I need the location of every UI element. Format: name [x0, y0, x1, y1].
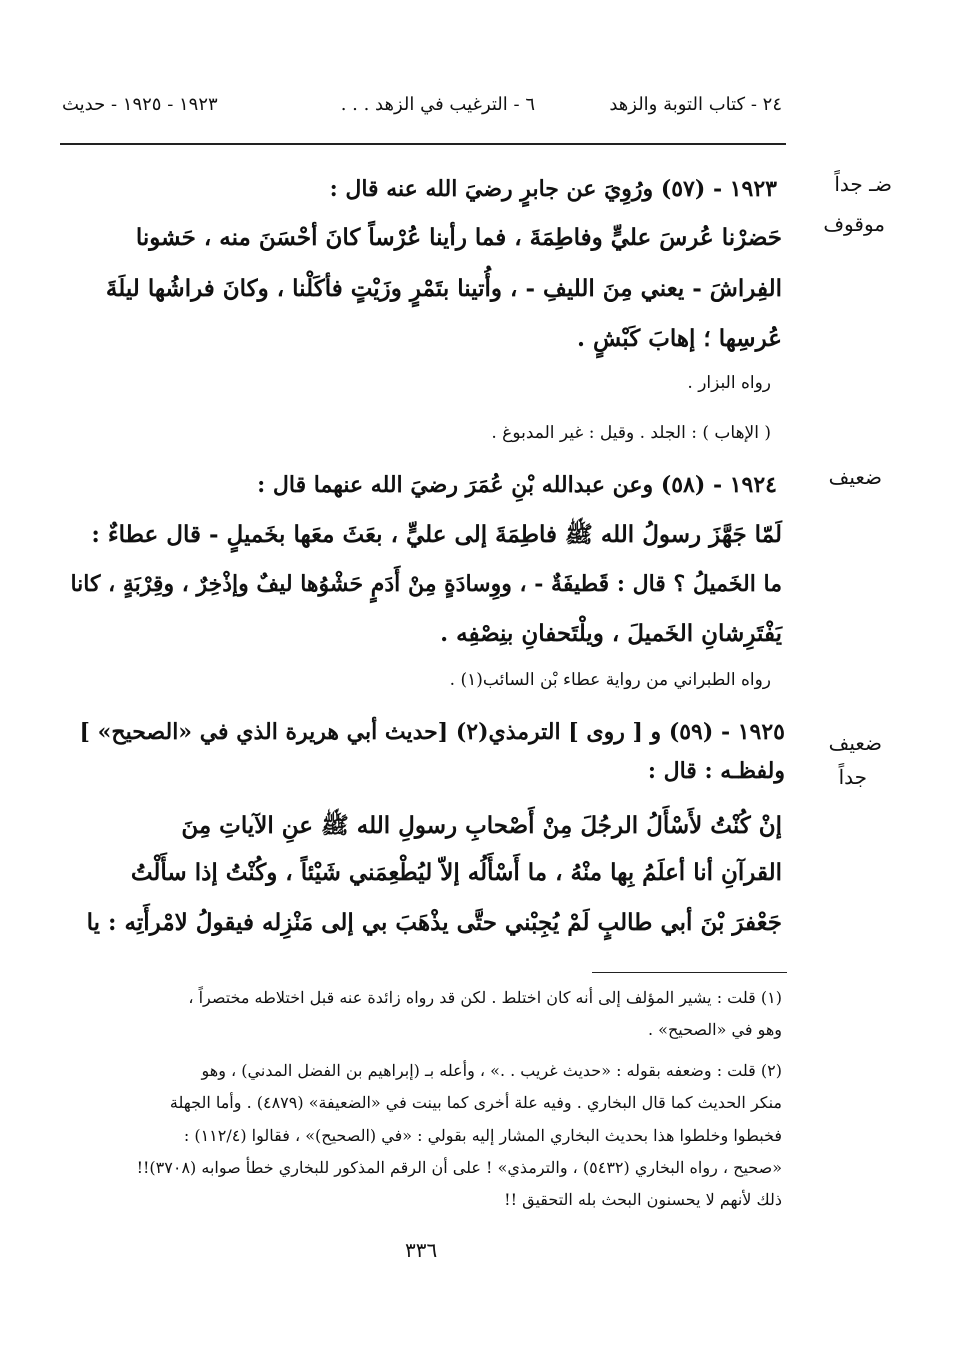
- grade-1923-line1: ضـ جداً: [834, 172, 892, 196]
- hadith-1925-text-line3: جَعْفرَ بْنَ أبي طالبٍ لَمْ يُجِبْني حتَّى يذْهَبَ بي إلى مَنْزِله فيقولُ لامْرأَتِه : يا: [86, 909, 782, 936]
- header-book-title: ٢٤ - كتاب التوبة والزهد: [609, 94, 782, 115]
- hadith-1925-text-line2: القرآنِ أنا أعلَمُ بِها منْهُ ، ما أَسْأَلُه إلاّ ليُطْعِمَني شَيْئاً ، وكُنْتُ إذا سأَلْتُ: [130, 859, 782, 886]
- footnote-separator: [592, 972, 787, 973]
- footnote-2-line1: (٢) قلت : وضعفه بقوله : «حديث غريب . .» ، وأعله بـ (إبراهيم بن الفضل المدني) ، وهو: [201, 1061, 782, 1080]
- hadith-1925-text-line1: إنْ كُنْتُ لأَسْأَلُ الرجُلَ مِنْ أَصْحابِ رسولِ الله ﷺ عنِ الآياتِ مِنَ: [181, 812, 782, 839]
- header-rule: [60, 143, 786, 145]
- hadith-1924-source: رواه الطبراني من رواية عطاء بْن السائب(١) .: [449, 670, 771, 690]
- footnote-2-line3: فخبطوا وخلطوا هذا بحديث البخاري المشار إليه بقولي : «في (الصحيح)» ، فقالوا (١١٢/٤) :: [183, 1126, 782, 1145]
- hadith-1923-gloss: ( الإهاب ) : الجلد . وقيل : غير المدبوغ .: [491, 423, 771, 443]
- hadith-1923-text-line2: الفِراشَ - يعني مِنَ الليفِ - ، وأُتينا بتَمْرٍ وزَيْتٍ فأكَلْنا ، وكانَ فراشُها ليلَةَ: [105, 275, 782, 302]
- hadith-1923-source: رواه البزار .: [687, 373, 771, 393]
- hadith-1924-lead: ١٩٢٤ - (٥٨) وعن عبدالله بْنِ عُمَرَ رضيَ الله عنهما قال :: [257, 472, 777, 498]
- hadith-1925-lead: ١٩٢٥ - (٥٩) و [ روى ] الترمذي(٢) [حديث أبي هريرة الذي في «الصحيح» ]: [79, 719, 785, 745]
- footnote-2-line2: منكر الحديث كما قال البخاري . وفيه علة أخرى كما بينت في «الضعيفة» (٤٨٧٩) . وأما الجهلة: [169, 1093, 782, 1112]
- footnote-2-line4: «صحيح ، رواه البخاري (٥٤٣٢) ، والترمذي» ! على أن الرقم المذكور للبخاري خطأ صوابه (٣٧٠٨)!!: [136, 1158, 782, 1177]
- footnote-1-line1: (١) قلت : يشير المؤلف إلى أنه كان اختلط . لكن قد رواه زائدة عنه قبل اختلاطه مختصراً ،: [188, 988, 782, 1007]
- page-number: ٣٣٦: [405, 1238, 438, 1262]
- header-hadith-range: ١٩٢٣ - ١٩٢٥ - حديث: [62, 94, 218, 115]
- footnote-1-line2: وهو في «الصحيح» .: [647, 1020, 782, 1039]
- grade-1925-line1: ضعيف: [828, 731, 882, 755]
- hadith-1923-lead: ١٩٢٣ - (٥٧) ورُوِيَ عن جابرٍ رضيَ الله عنه قال :: [329, 176, 777, 202]
- hadith-1923-text-line1: حَضرْنا عُرسَ عليٍّ وفاطِمَةَ ، فما رأينا عُرْساً كانَ أحْسَنَ منه ، حَشونا: [135, 224, 782, 251]
- hadith-1924-text-line3: يَفْتَرِشانِ الخَميلَ ، ويلْتَحفانِ بنِصْفِه .: [440, 620, 782, 647]
- hadith-1924-text-line2: ما الخَميلُ ؟ قال : قَطيفَةٌ - ، ووِسادَةٍ مِنْ أَدَمٍ حَشْوُها ليفٌ وإذْخِرٌ ، وقِرْبَةٍ ، كانا: [70, 571, 782, 597]
- header-chapter-title: ٦ - الترغيب في الزهد . . .: [340, 94, 535, 115]
- footnote-2-line5: ذلك لأنهم لا يحسنون البحث بله التحقيق !!: [504, 1190, 782, 1209]
- hadith-1925-lead2: ولفظـه : قال :: [647, 758, 785, 784]
- hadith-1923-text-line3: عُرسِها ؛ إهابَ كَبْشٍ .: [576, 325, 782, 352]
- grade-1925-line2: جداً: [838, 765, 867, 789]
- hadith-1924-text-line1: لَمّا جَهَّزَ رسولُ الله ﷺ فاطِمَةَ إلى عليٍّ ، بعَثَ معَها بخَميلٍ - قال عطاءٌ :: [91, 521, 782, 548]
- grade-1923-line2: موقوف: [823, 212, 885, 236]
- grade-1924: ضعيف: [828, 465, 882, 489]
